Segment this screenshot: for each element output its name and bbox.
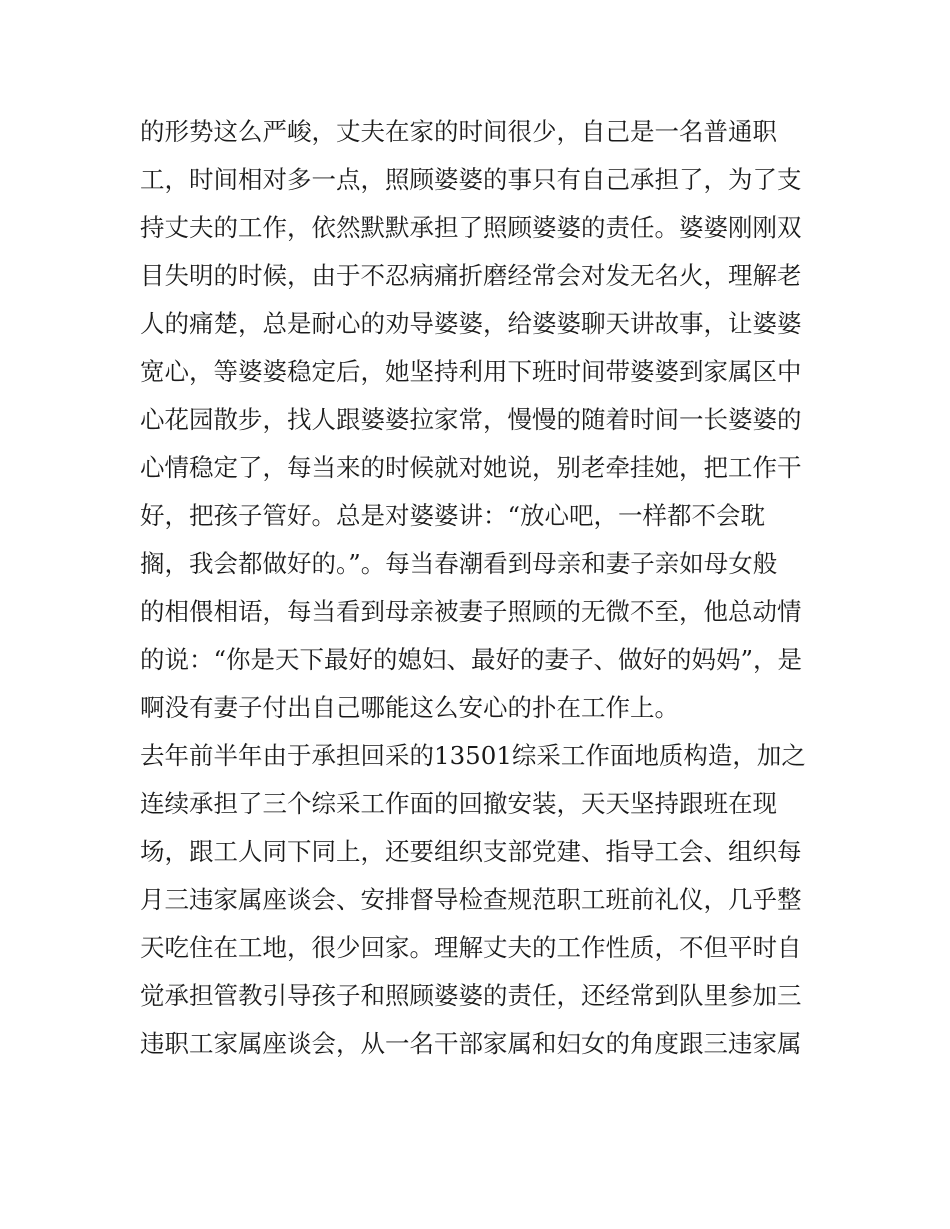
text-line: 的相偎相语，每当看到母亲被妻子照顾的无微不至，他总动情 <box>140 597 802 626</box>
text-line: 天吃住在工地，很少回家。理解丈夫的工作性质，不但平时自 <box>140 933 802 962</box>
text-line: 人的痛楚，总是耐心的劝导婆婆，给婆婆聊天讲故事，让婆婆 <box>140 309 802 338</box>
text-line: 月三违家属座谈会、安排督导检查规范职工班前礼仪，几乎整 <box>140 885 802 914</box>
text-line: 连续承担了三个综采工作面的回撤安装，天天坚持跟班在现 <box>140 789 777 818</box>
text-line: 心情稳定了，每当来的时候就对她说，别老牵挂她，把工作干 <box>140 453 802 482</box>
text-line: 的形势这么严峻，丈夫在家的时间很少，自己是一名普通职 <box>140 117 777 146</box>
text-line: 去年前半年由于承担回采的13501综采工作面地质构造，加之 <box>140 741 806 770</box>
text-line: 觉承担管教引导孩子和照顾婆婆的责任，还经常到队里参加三 <box>140 981 802 1010</box>
text-line: 心花园散步，找人跟婆婆拉家常，慢慢的随着时间一长婆婆的 <box>140 405 802 434</box>
text-line: 的说：“你是天下最好的媳妇、最好的妻子、做好的妈妈”，是 <box>140 645 803 674</box>
text-line: 违职工家属座谈会，从一名干部家属和妇女的角度跟三违家属 <box>140 1029 802 1058</box>
text-line: 宽心，等婆婆稳定后，她坚持利用下班时间带婆婆到家属区中 <box>140 357 802 386</box>
text-line: 好，把孩子管好。总是对婆婆讲：“放心吧，一样都不会耽 <box>140 501 766 530</box>
text-line: 啊没有妻子付出自己哪能这么安心的扑在工作上。 <box>140 693 679 722</box>
text-line: 搁，我会都做好的。”。每当春潮看到母亲和妻子亲如母女般 <box>140 549 778 578</box>
text-line: 场，跟工人同下同上，还要组织支部党建、指导工会、组织每 <box>140 837 802 866</box>
text-line: 目失明的时候，由于不忍病痛折磨经常会对发无名火，理解老 <box>140 261 802 290</box>
text-line: 工，时间相对多一点，照顾婆婆的事只有自己承担了，为了支 <box>140 165 802 194</box>
body-text <box>140 108 820 1068</box>
text-line: 持丈夫的工作，依然默默承担了照顾婆婆的责任。婆婆刚刚双 <box>140 213 802 242</box>
